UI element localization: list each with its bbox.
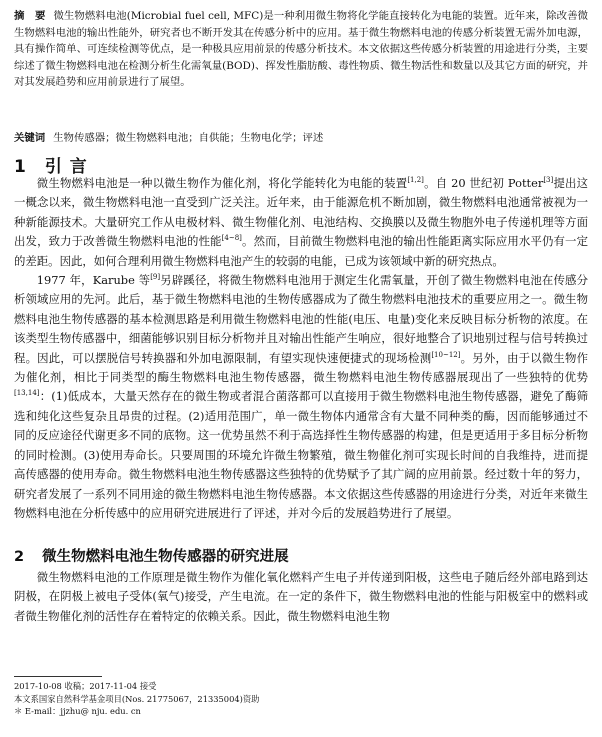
abstract-text: 微生物燃料电池(Microbial fuel cell, MFC)是一种利用微生物将化学能直接转化为电能的装置。近年来，除改善微生物燃料电池的输出性能外，研究者也不断开发其在传感分析中的应用。基于微生物燃料电池的传感分析装置无需外加电源，具有操作简单、可连续检测等优点，是一种极具应用前景的传感分析技术。本文依据这些传感分析装置的用途进行分类，主要综述了微生物燃料电池在检测分析生化需氧量(BOD)、挥发性脂肪酸、毒性物质、微生物活性和数量以及其它方面的研究，并对其发展趋势和应用前景进行了展望。 — [14, 10, 588, 89]
section-2-body — [14, 568, 588, 626]
text-run: 另辟蹊径，将微生物燃料电池用于测定生化需氧量，开创了微生物燃料电池在传感分析领域应用的先河。此后，基于微生物燃料电池的生物传感器成为了微生物燃料电池技术的重要应用之一。微生物燃料电池生物传感器的基本检测思路是利用微生物燃料电池的性能(电压、电量)变化来反映目标分析物的浓度。在该类型生物传感器中，细菌能够识别目标分析物并且对输出性能产生响应，很好地整合了识地别过程与信号转换过程。因此，可以摆脱信号转换器和外加电源限制，有望实现快速便捷式的现场检测 — [14, 273, 588, 365]
section-2-heading — [14, 545, 289, 566]
citation[interactable]: [4~8] — [221, 234, 242, 243]
footnote-funding: 本文系国家自然科学基金项目(Nos. 21775067，21335004)资助 — [14, 693, 260, 704]
section-1-number: 1 — [14, 157, 27, 177]
text-run: 。然而，目前微生物燃料电池的输出性能距离实际应用水平仍有一定的差距。因此，如何合理利用微生物燃料电池产生的较弱的电能，已成为该领域中新的研究热点。 — [14, 234, 588, 268]
footnote-divider — [14, 676, 102, 677]
section-2-number: 2 — [14, 549, 25, 565]
citation[interactable]: [13,14] — [14, 389, 40, 398]
section-1-title: 引 言 — [44, 157, 88, 177]
keywords-label: 关键词 — [14, 132, 46, 144]
section-1-paragraph-2 — [14, 271, 588, 523]
text-run: 。另外，由于以微生物作为催化剂，相比于同类型的酶生物燃料电池生物传感器，微生物燃料电池生物传感器展现出了一些独特的优势 — [14, 350, 588, 385]
footnote-dates: 2017-10-08 收稿；2017-11-04 接受 — [14, 681, 157, 691]
text-run: ：(1)低成本，大量天然存在的微生物或者混合菌落都可以直接用于微生物燃料电池生物传感器，避免了酶筛选和纯化这些复杂且昂贵的过程。(2)适用范围广，单一微生物体内通常含有大量不同种类的酶，因而能够通过不同的反应途径代谢更多不同的底物。这一优势虽然不利于高选择性生物传感器的构建，但是更适用于多目标分析物的同时检测。(3)使用寿命长。只要周围的环境允许微生物繁殖，微生物催化剂可实现长时间的自我维持，进而提高传感器的使用寿命。微生物燃料电池生物传感器这些独特的优势赋予了其广阔的应用前景。经过数十年的努力，研究者发展了一系列不同用途的微生物燃料电池生物传感器。本文依据这些传感器的用途进行分类，对近年来微生物燃料电池在分析传感中的应用研究进展进行了评述，并对今后的发展趋势进行了展望。 — [14, 389, 588, 520]
abstract-label: 摘 要 — [14, 10, 46, 22]
keywords — [14, 130, 588, 146]
text-run: 1977 年，Karube 等 — [36, 273, 151, 288]
citation[interactable]: [10~12] — [431, 350, 461, 359]
citation[interactable]: [3] — [543, 176, 554, 185]
abstract — [14, 8, 588, 91]
section-2-title: 微生物燃料电池生物传感器的研究进展 — [42, 549, 289, 565]
text-run: 微生物燃料电池是一种以微生物作为催化剂，将化学能转化为电能的装置 — [36, 176, 408, 190]
footnotes — [14, 680, 588, 718]
section-1-body — [14, 174, 588, 523]
section-2-paragraph-1: 微生物燃料电池的工作原理是微生物作为催化氧化燃料产生电子并传递到阳极，这些电子随后经外部电路到达阴极，在阴极上被电子受体(氧气)接受，产生电流。在一定的条件下，微生物燃料电池的性能与阳极室中的燃料或者微生物催化剂的活性存在着特定的依赖关系。因此，微生物燃料电池生物 — [14, 570, 588, 623]
citation[interactable]: [9] — [150, 273, 161, 282]
citation[interactable]: [1,2] — [407, 176, 424, 185]
text-run: 。自 20 世纪初 Potter — [423, 176, 544, 190]
section-1-paragraph-1 — [14, 174, 588, 271]
text-run: 提出这一概念以来，微生物燃料电池一直受到广泛关注。近年来，由于能源危机不断加剧，微生物燃料电池通常被视为一种新能源技术。大量研究工作从电极材料、微生物催化剂、电池结构、交换膜以及微生物胞外电子传递机理等方面出发，致力于改善微生物燃料电池的性能 — [14, 176, 588, 249]
footnote-email: ＊ E-mail：jjzhu@ nju. edu. cn — [14, 706, 141, 716]
keywords-text: 生物传感器；微生物燃料电池；自供能；生物电化学；评述 — [53, 132, 324, 144]
